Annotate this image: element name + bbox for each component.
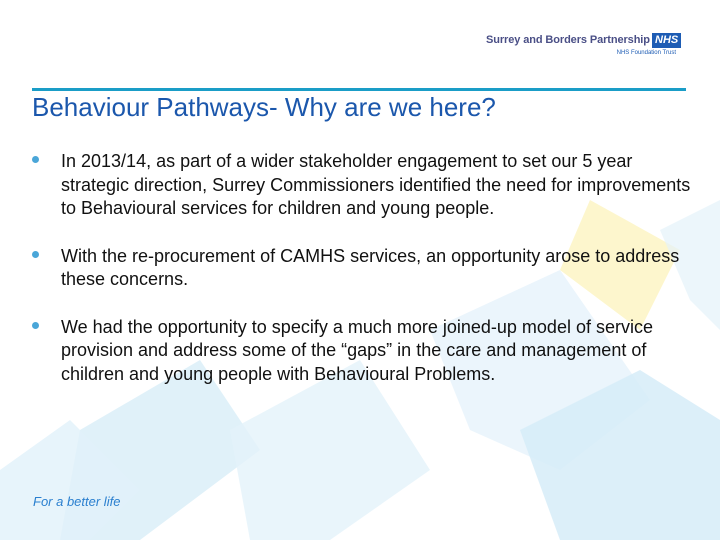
nhs-badge: NHS bbox=[652, 33, 681, 48]
bullet-dot-icon bbox=[32, 322, 39, 329]
title-rule bbox=[32, 88, 686, 91]
logo-org-name: Surrey and Borders Partnership bbox=[486, 34, 650, 46]
logo-sub-name: NHS Foundation Trust bbox=[616, 50, 676, 56]
footer-tagline: For a better life bbox=[33, 494, 121, 509]
bullet-list bbox=[32, 150, 692, 410]
bullet-dot-icon bbox=[32, 156, 39, 163]
bullet-item bbox=[32, 245, 692, 292]
slide-title: Behaviour Pathways- Why are we here? bbox=[32, 92, 496, 122]
bullet-item bbox=[32, 150, 692, 221]
bullet-text: With the re-procurement of CAMHS services, an opportunity arose to address these concerns. bbox=[61, 245, 680, 289]
bullet-text: In 2013/14, as part of a wider stakeholder engagement to set our 5 year strategic direction, Surrey Commissioners identified the need for improvements to Behavioural services for children and young people. bbox=[61, 151, 691, 218]
organisation-logo bbox=[486, 31, 690, 65]
bullet-item bbox=[32, 316, 692, 387]
bullet-text: We had the opportunity to specify a much more joined-up model of service provision and address some of the “gaps” in the care and management of children and young people with Behavioural Problems. bbox=[61, 316, 653, 384]
bullet-dot-icon bbox=[32, 251, 39, 258]
